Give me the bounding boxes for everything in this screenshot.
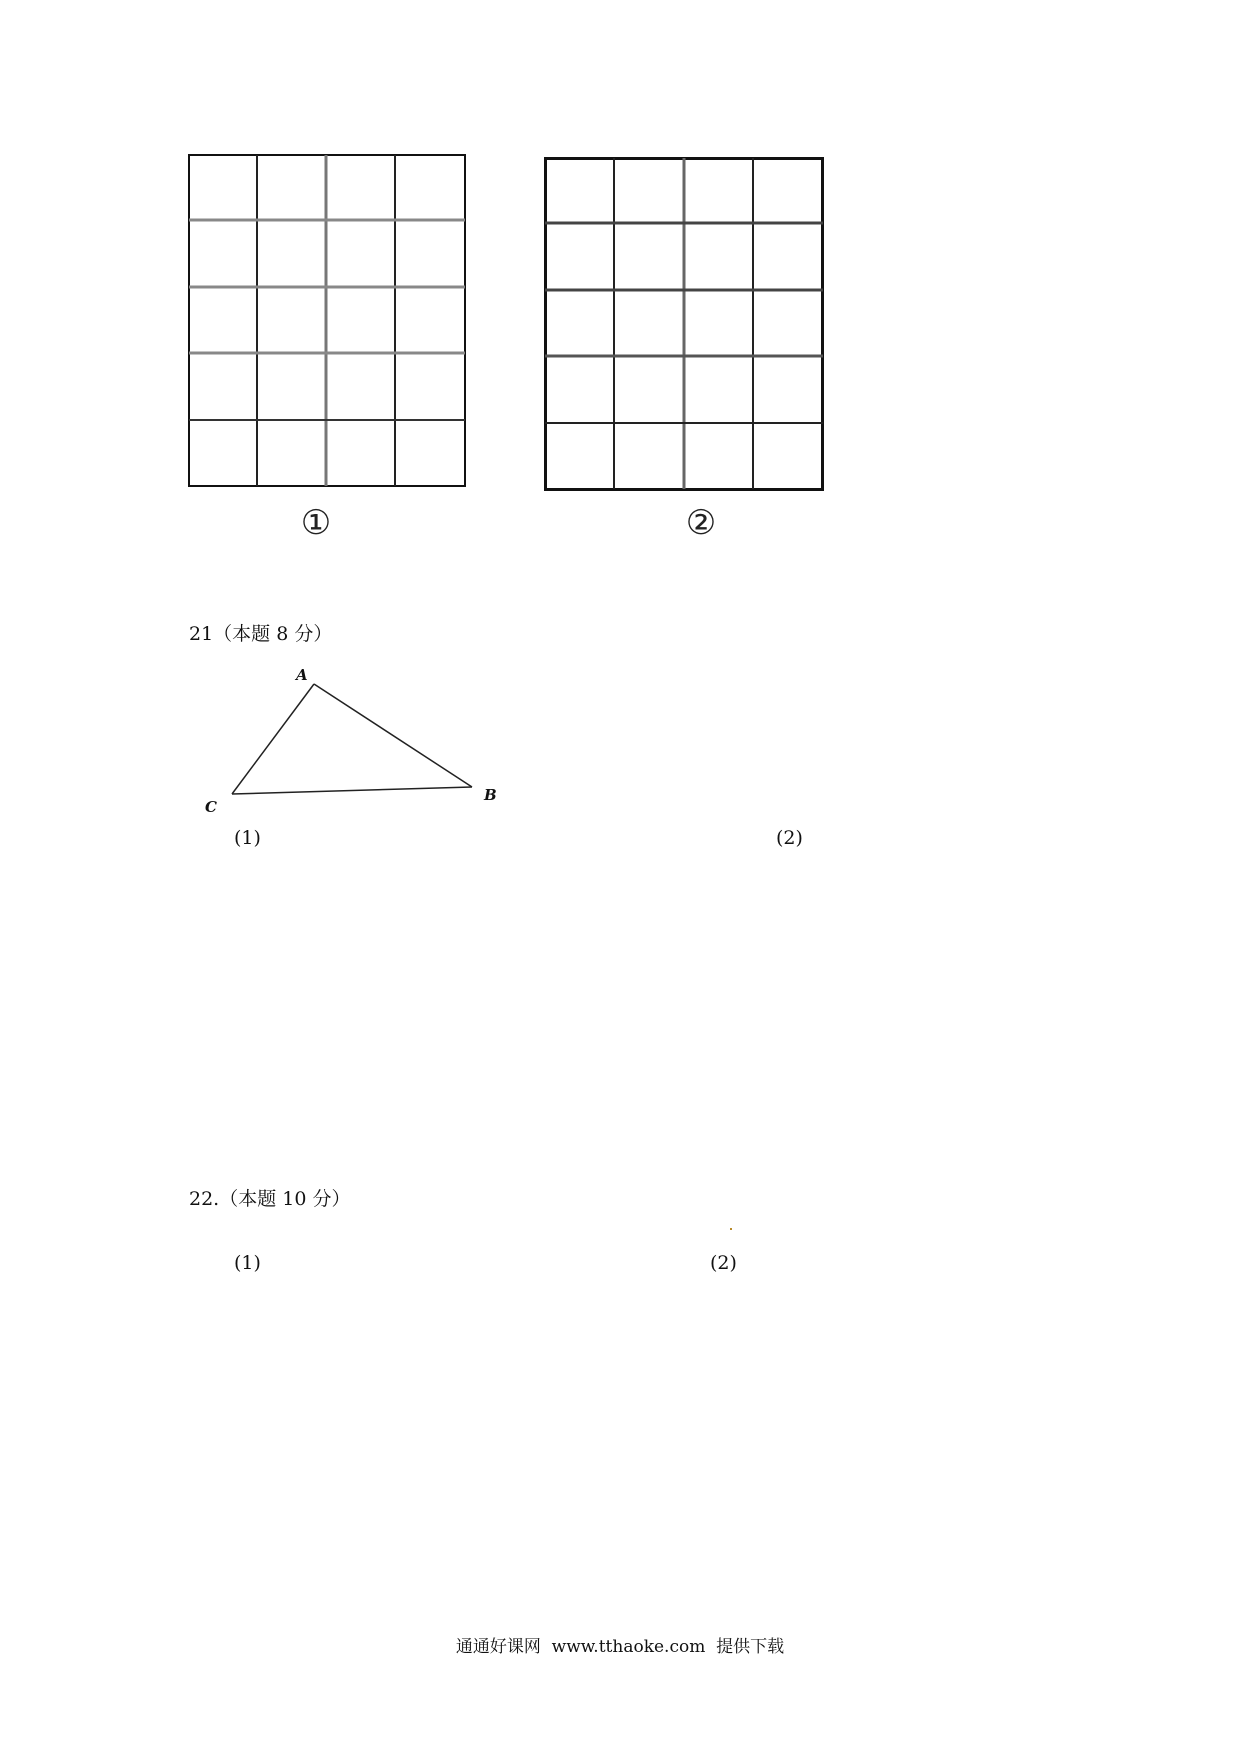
vertex-b-label: B <box>484 786 497 804</box>
q21-part1-label: (1) <box>234 827 261 849</box>
vertex-a-label: A <box>296 666 308 684</box>
grid-1 <box>188 154 466 488</box>
q21-part2-label: (2) <box>776 827 803 849</box>
grid-1-label: ① <box>300 503 332 543</box>
grid-2-label: ② <box>685 503 717 543</box>
page-footer: 通通好课网 www.tthaoke.com 提供下载 <box>455 1637 785 1657</box>
grid-2 <box>544 157 824 491</box>
triangle-abc <box>200 660 500 820</box>
vertex-c-label: C <box>205 798 217 816</box>
stray-dot <box>730 1228 732 1230</box>
q22-part1-label: (1) <box>234 1252 261 1274</box>
q22-title: 22.（本题 10 分） <box>189 1188 351 1210</box>
q21-title: 21（本题 8 分） <box>189 623 333 645</box>
q22-part2-label: (2) <box>710 1252 737 1274</box>
